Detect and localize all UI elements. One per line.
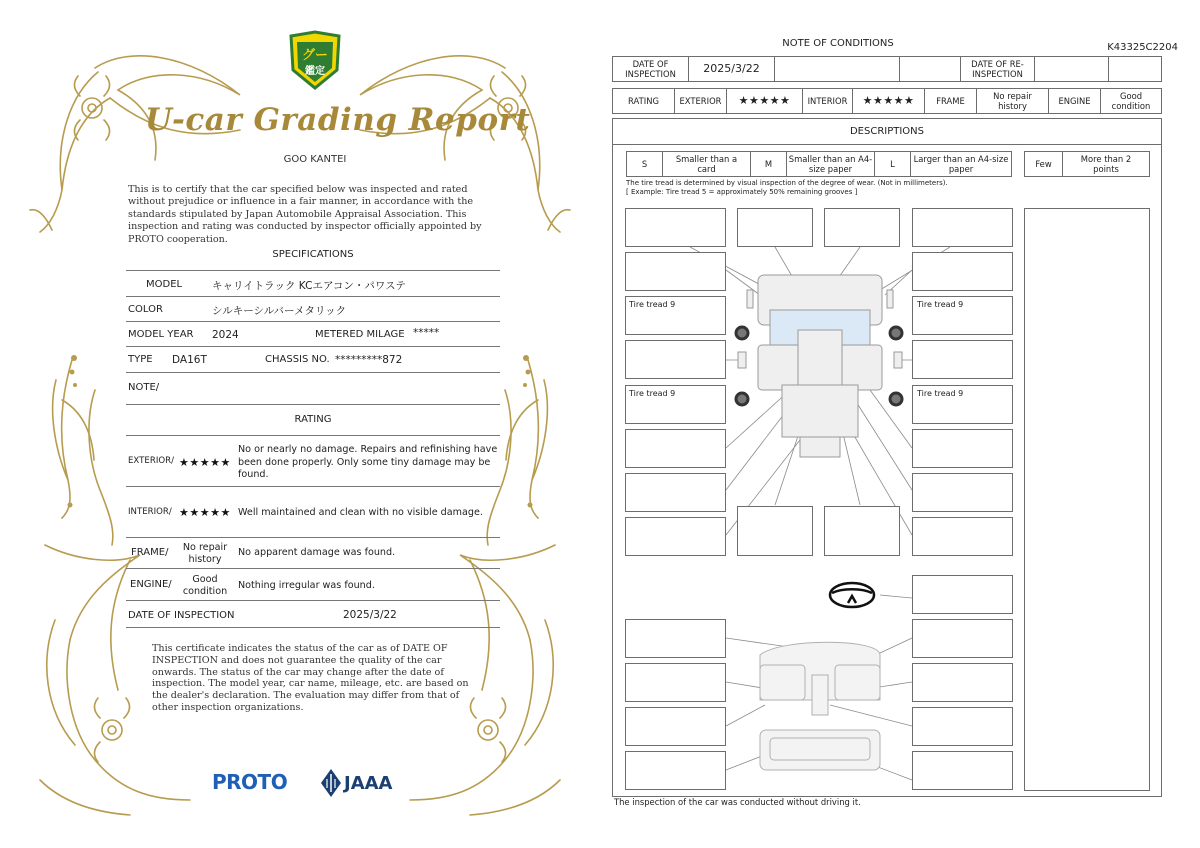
date-of-reinspection-label: DATE OF RE-INSPECTION — [961, 57, 1035, 81]
model-value: キャリイトラック KCエアコン・パワステ — [212, 280, 406, 292]
rating-row — [612, 88, 1162, 114]
description-box — [912, 663, 1013, 702]
rating-heading: RATING — [294, 414, 332, 425]
description-box — [912, 208, 1013, 247]
metered-milage-value: ***** — [413, 327, 440, 339]
legend-text-l: Larger than an A4-size paper — [913, 154, 1009, 174]
engine-label: ENGINE/ — [130, 579, 172, 590]
description-box — [625, 340, 726, 379]
remarks-box — [1024, 208, 1150, 791]
interior-stars: ★★★★★ — [179, 506, 231, 519]
engine-value: Good condition — [1111, 91, 1151, 111]
exterior-stars: ★★★★★ — [179, 456, 231, 469]
tire-tread-note-line: The tire tread is determined by visual inspection of the degree of wear. (Not in millimeters). — [626, 179, 948, 187]
tire-tread-box — [912, 385, 1013, 424]
divider — [126, 600, 500, 601]
tire-tread-label: Tire tread 9 — [917, 389, 964, 398]
description-box — [625, 707, 726, 746]
description-box — [912, 575, 1013, 614]
legend-key-few: Few — [1025, 152, 1063, 176]
description-box — [625, 473, 726, 512]
tire-tread-note — [626, 179, 1026, 197]
report-title: U-car Grading Report — [145, 102, 531, 138]
type-label: TYPE — [128, 354, 153, 365]
description-box — [625, 517, 726, 556]
divider — [126, 435, 500, 436]
proto-logo: PROTO — [212, 770, 288, 794]
engine-description: Nothing irregular was found. — [238, 580, 375, 591]
badge-top-text: グー — [301, 48, 329, 63]
note-label: NOTE/ — [128, 382, 160, 393]
empty-cell — [1109, 57, 1161, 81]
exterior-label: EXTERIOR — [675, 89, 727, 113]
interior-description: Well maintained and clean with no visible damage. — [238, 507, 483, 518]
tire-tread-example: [ Example: Tire tread 5 = approximately 50% remaining grooves ] — [626, 188, 858, 196]
description-box — [625, 619, 726, 658]
jaaa-logo: JAAA — [344, 773, 393, 794]
date-of-reinspection-value — [1035, 57, 1109, 81]
description-box — [824, 208, 900, 247]
report-code: K43325C2204 — [1107, 42, 1178, 53]
interior-label: INTERIOR/ — [128, 507, 172, 517]
tire-tread-box — [912, 296, 1013, 335]
description-box — [912, 473, 1013, 512]
exterior-stars: ★★★★★ — [727, 89, 803, 113]
divider — [126, 321, 500, 322]
metered-milage-label: METERED MILAGE — [315, 329, 405, 340]
description-box — [912, 619, 1013, 658]
divider — [126, 486, 500, 487]
frame-label: FRAME — [925, 89, 977, 113]
divider — [126, 568, 500, 569]
description-box — [912, 517, 1013, 556]
description-box — [912, 340, 1013, 379]
empty-cell — [775, 57, 900, 81]
legend-key-l: L — [875, 152, 911, 176]
date-of-inspection-value: 2025/3/22 — [689, 57, 775, 81]
description-box — [625, 663, 726, 702]
tire-tread-label: Tire tread 9 — [917, 300, 964, 309]
goo-kantei-badge-icon — [287, 30, 343, 90]
interior-label: INTERIOR — [803, 89, 853, 113]
engine-value: Good condition — [182, 574, 228, 597]
legend-text-s: Smaller than a card — [663, 152, 751, 176]
jaaa-mark-icon — [320, 768, 342, 798]
specifications-heading: SPECIFICATIONS — [272, 249, 354, 260]
tire-tread-label: Tire tread 9 — [629, 389, 676, 398]
tire-tread-box — [625, 296, 726, 335]
legend-key-m: M — [751, 152, 787, 176]
description-box — [912, 751, 1013, 790]
description-box — [824, 506, 900, 556]
model-year-label: MODEL YEAR — [128, 329, 194, 340]
divider — [126, 404, 500, 405]
model-label: MODEL — [146, 279, 183, 290]
report-subtitle: GOO KANTEI — [283, 154, 347, 165]
divider — [126, 372, 500, 373]
legend-text-m: Smaller than an A4-size paper — [787, 152, 875, 176]
chassis-label: CHASSIS NO. — [265, 354, 330, 365]
type-value: DA16T — [172, 354, 207, 366]
color-value: シルキーシルバーメタリック — [212, 305, 347, 317]
legend-key-s: S — [627, 152, 663, 176]
description-box — [912, 707, 1013, 746]
divider — [126, 627, 500, 628]
exterior-description: No or nearly no damage. Repairs and refinishing have been done properly. Only some tiny damage may be found. — [238, 444, 498, 480]
few-legend — [1024, 151, 1150, 177]
description-box — [625, 751, 726, 790]
description-box — [625, 252, 726, 291]
frame-value: No repair history — [182, 542, 228, 565]
description-box — [737, 506, 813, 556]
date-of-inspection-label: DATE OF INSPECTION — [128, 610, 235, 621]
divider — [126, 270, 500, 271]
interior-stars: ★★★★★ — [853, 89, 925, 113]
frame-label: FRAME/ — [131, 547, 169, 558]
legend-text-few: More than 2 points — [1080, 154, 1132, 174]
certify-statement: This is to certify that the car specified below was inspected and rated without prejudice or influence in a fair manner, in accordance with the standards stipulated by Japan Automobile Appraisal Association. This inspection and rating was conducted by inspector officially appointed by PROTO cooperation. — [128, 184, 482, 245]
note-of-conditions-title: NOTE OF CONDITIONS — [782, 38, 894, 49]
description-box — [737, 208, 813, 247]
inspection-date-row — [612, 56, 1162, 82]
description-box — [625, 208, 726, 247]
tire-tread-label: Tire tread 9 — [629, 300, 676, 309]
engine-label: ENGINE — [1049, 89, 1101, 113]
color-label: COLOR — [128, 304, 163, 315]
exterior-label: EXTERIOR/ — [128, 456, 174, 466]
chassis-value: *********872 — [335, 354, 403, 366]
date-of-inspection-value: 2025/3/22 — [343, 609, 397, 621]
empty-cell — [900, 57, 961, 81]
model-year-value: 2024 — [212, 329, 239, 341]
descriptions-heading: DESCRIPTIONS — [612, 118, 1162, 145]
frame-value: No repair history — [977, 89, 1049, 113]
tire-tread-box — [625, 385, 726, 424]
frame-description: No apparent damage was found. — [238, 547, 396, 558]
description-box — [625, 429, 726, 468]
certificate-disclaimer: This certificate indicates the status of the car as of DATE OF INSPECTION and does not guarantee the quality of the car onwards. The status of the car may change after the date of inspection. The model year, car name, mileage, etc. are based on the dealer's declaration. The evaluation may differ from that of other inspection organizations. — [152, 643, 469, 713]
divider — [126, 296, 500, 297]
date-of-inspection-label: DATE OF INSPECTION — [613, 57, 689, 81]
divider — [126, 537, 500, 538]
size-legend — [626, 151, 1012, 177]
inspection-method-note: The inspection of the car was conducted without driving it. — [614, 797, 861, 807]
badge-bottom-text: 鑑定 — [305, 66, 325, 77]
divider — [126, 346, 500, 347]
description-box — [912, 429, 1013, 468]
rating-label: RATING — [613, 89, 675, 113]
description-box — [912, 252, 1013, 291]
